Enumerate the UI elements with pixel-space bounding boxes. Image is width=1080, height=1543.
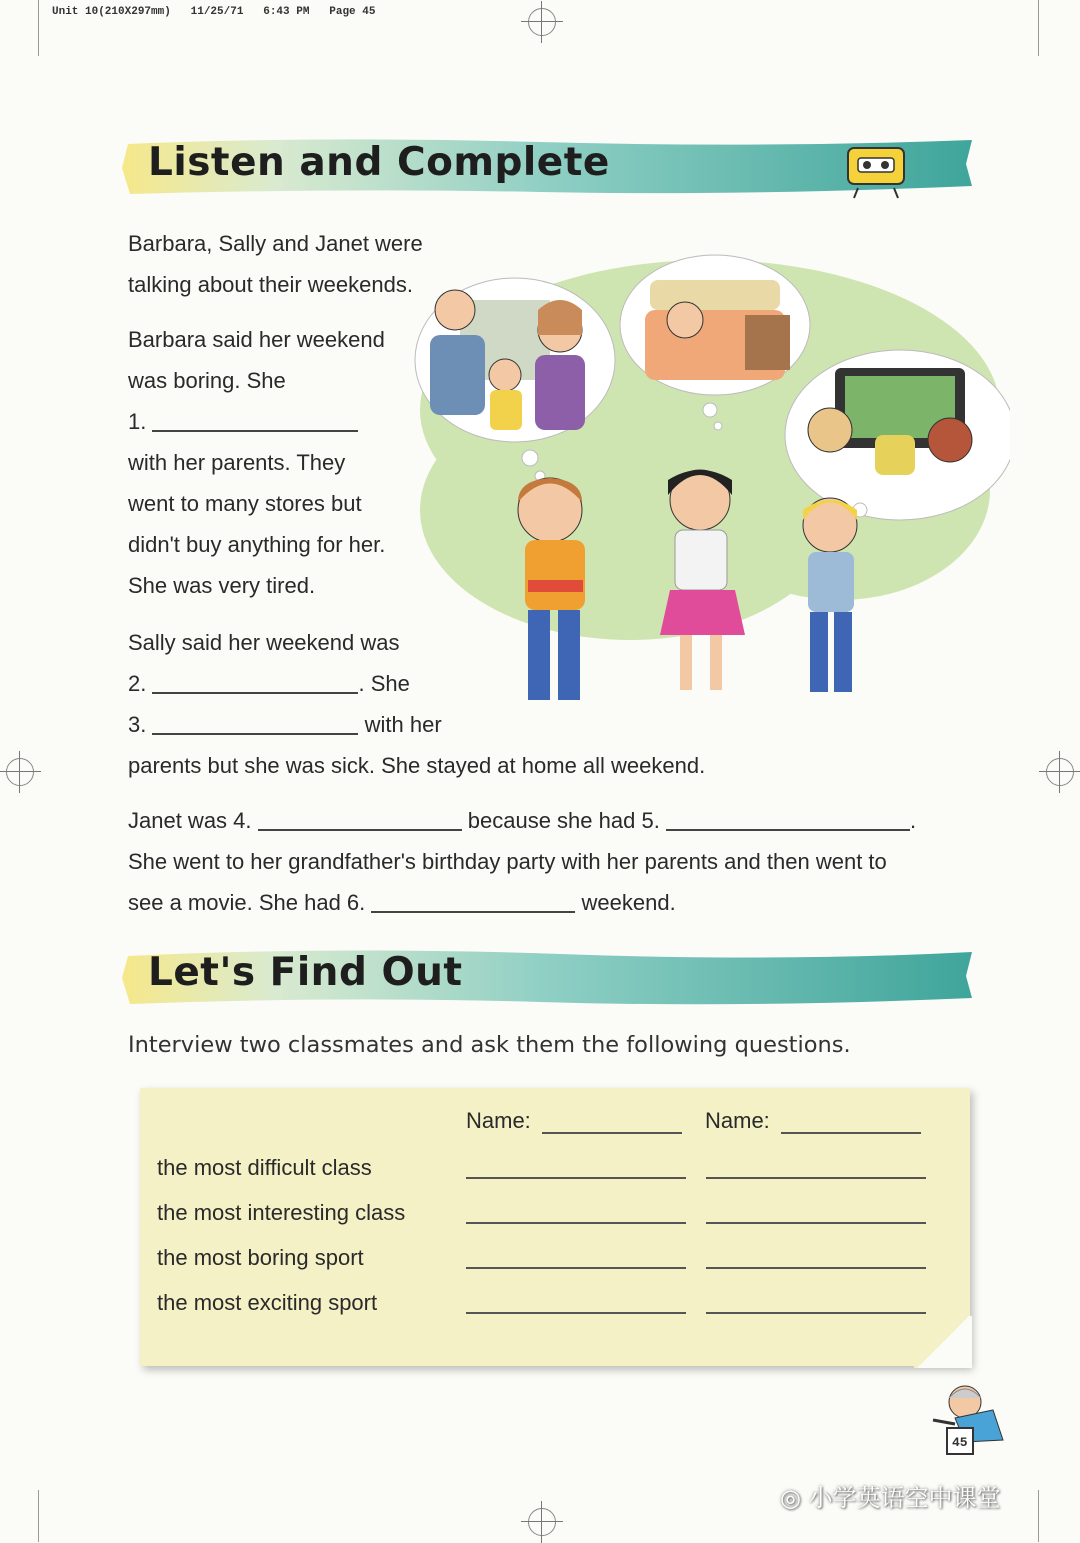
section-banner-find-out (120, 944, 972, 1012)
answer-blank-1[interactable] (152, 408, 358, 432)
answer-line[interactable] (706, 1312, 926, 1314)
text-fragment: . She (358, 671, 410, 696)
blank-number: 3. (128, 712, 147, 737)
blank-line-4-5 (128, 800, 916, 841)
question-label: the most boring sport (157, 1245, 364, 1270)
watermark (780, 1478, 1001, 1513)
text-fragment: . (909, 808, 917, 833)
answer-blank-2[interactable] (152, 670, 358, 694)
text-line: with her parents. They (128, 450, 346, 475)
name-label-2: Name: (705, 1108, 770, 1133)
crop-mark (1038, 0, 1039, 56)
answer-line[interactable] (466, 1222, 686, 1224)
crop-mark (38, 0, 39, 56)
question-label: the most interesting class (157, 1200, 406, 1225)
answer-line[interactable] (466, 1267, 686, 1269)
text-line: talking about their weekends. (128, 272, 413, 297)
text-line: Sally said her weekend was (128, 630, 400, 655)
instruction-text: Interview two classmates and ask them the following questions. (128, 1032, 851, 1058)
text-fragment: see a movie. She had 6. (128, 890, 366, 915)
section-title: Listen and Complete (148, 140, 610, 185)
registration-mark (528, 8, 556, 36)
answer-blank-3[interactable] (152, 711, 358, 735)
girl-barbara (518, 478, 585, 700)
answer-blank-5[interactable] (666, 807, 910, 831)
girl-janet (803, 498, 857, 692)
text-line: parents but she was sick. She stayed at home all weekend. (128, 753, 706, 778)
question-label: the most exciting sport (157, 1290, 378, 1315)
text-fragment: weekend. (581, 890, 676, 915)
blank-line-1 (128, 401, 385, 442)
intro-paragraph (128, 223, 423, 305)
blank-line-6 (128, 882, 916, 923)
text-line: Barbara, Sally and Janet were (128, 231, 423, 256)
answer-blank-4[interactable] (258, 807, 462, 831)
answer-line[interactable] (706, 1222, 926, 1224)
wechat-icon: ◎ (780, 1484, 801, 1512)
section-title: Let's Find Out (148, 950, 463, 995)
text-line: She went to her grandfather's birthday party with her parents and then went to (128, 849, 887, 874)
name-input-2[interactable] (781, 1132, 921, 1134)
janet-paragraph (128, 800, 916, 923)
crop-mark (38, 1490, 39, 1542)
registration-mark (1046, 758, 1074, 786)
crop-mark (1038, 1490, 1039, 1542)
answer-line[interactable] (466, 1177, 686, 1179)
name-label-1: Name: (466, 1108, 531, 1133)
answer-line[interactable] (706, 1267, 926, 1269)
watermark-text: 小学英语空中课堂 (808, 1484, 1001, 1512)
section-banner-listen (120, 134, 972, 202)
weekend-illustration (410, 240, 1010, 720)
registration-mark (6, 758, 34, 786)
name-input-1[interactable] (542, 1132, 682, 1134)
blank-number: 2. (128, 671, 147, 696)
text-line: went to many stores but (128, 491, 362, 516)
answer-line[interactable] (706, 1177, 926, 1179)
text-fragment: with her (364, 712, 442, 737)
question-label: the most difficult class (157, 1155, 372, 1180)
page-curl (914, 1316, 972, 1368)
barbara-paragraph (128, 319, 385, 606)
print-header: Unit 10(210X297mm) 11/25/71 6:43 PM Page 45 (52, 6, 376, 18)
answer-line[interactable] (466, 1312, 686, 1314)
text-fragment: because she had 5. (467, 808, 660, 833)
text-line: Barbara said her weekend (128, 327, 385, 352)
text-line: She was very tired. (128, 573, 316, 598)
cassette-mascot-icon (842, 136, 910, 200)
blank-number: 1. (128, 409, 147, 434)
page-number-mascot (925, 1380, 1015, 1475)
answer-blank-6[interactable] (371, 889, 575, 913)
text-fragment: Janet was 4. (128, 808, 252, 833)
interview-card (140, 1088, 970, 1366)
page-number: 45 (952, 1435, 968, 1450)
text-line: was boring. She (128, 368, 286, 393)
registration-mark (528, 1508, 556, 1536)
text-line: didn't buy anything for her. (128, 532, 386, 557)
